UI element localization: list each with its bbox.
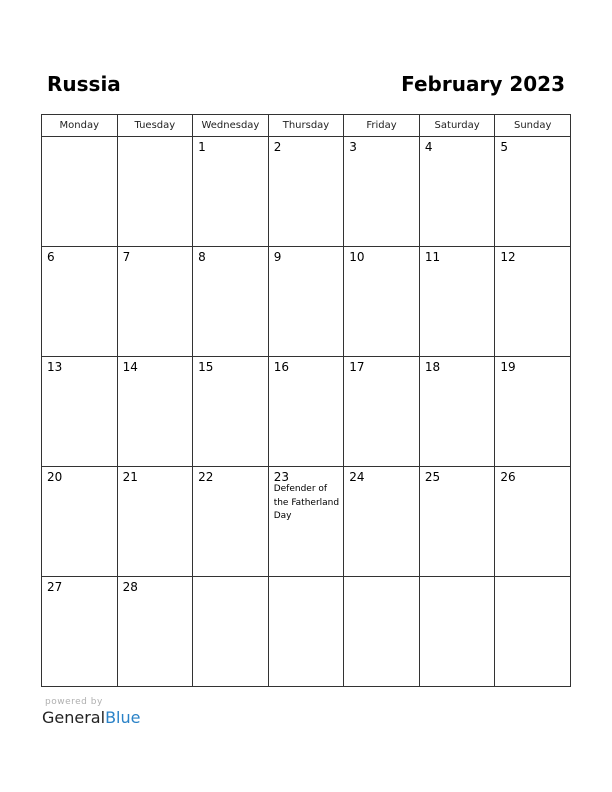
day-number: 8	[198, 250, 206, 264]
day-cell	[495, 467, 571, 577]
day-number: 19	[500, 360, 516, 374]
calendar-grid	[41, 114, 571, 687]
day-cell	[193, 247, 269, 357]
weekday-header-saturday: Saturday	[419, 115, 495, 137]
day-cell	[117, 137, 193, 247]
day-cell	[419, 467, 495, 577]
brand-general-text: General	[42, 708, 106, 727]
weekday-header-row	[42, 115, 571, 137]
day-number	[344, 577, 419, 580]
day-cell	[344, 247, 420, 357]
day-cell	[268, 467, 344, 577]
day-cell	[42, 577, 118, 687]
day-cell	[344, 577, 420, 687]
day-number: 22	[198, 470, 214, 484]
day-number: 4	[424, 140, 433, 154]
day-number	[495, 577, 570, 580]
day-cell	[42, 137, 118, 247]
week-row	[42, 577, 571, 687]
day-cell	[193, 137, 269, 247]
day-number	[269, 577, 344, 580]
weekday-header-thursday: Thursday	[268, 115, 344, 137]
day-number: 7	[122, 250, 131, 264]
day-cell	[117, 577, 193, 687]
day-number: 20	[47, 470, 63, 484]
day-cell	[268, 577, 344, 687]
day-cell	[268, 357, 344, 467]
day-number: 9	[273, 250, 282, 264]
country-title: Russia	[47, 72, 121, 96]
day-number: 10	[349, 250, 365, 264]
day-number: 26	[500, 470, 516, 484]
day-cell	[193, 357, 269, 467]
week-row	[42, 247, 571, 357]
day-cell	[419, 137, 495, 247]
day-number: 15	[198, 360, 214, 374]
day-cell	[193, 467, 269, 577]
day-number: 12	[500, 250, 516, 264]
powered-by-text: powered by	[45, 697, 103, 707]
day-number: 28	[122, 580, 138, 594]
weekday-header-monday: Monday	[42, 115, 118, 137]
day-number: 11	[424, 250, 441, 264]
day-number: 5	[500, 140, 509, 154]
day-number: 18	[424, 360, 441, 374]
day-number: 17	[349, 360, 365, 374]
day-number: 1	[198, 140, 206, 154]
day-cell	[419, 357, 495, 467]
day-cell	[495, 357, 571, 467]
day-number	[420, 577, 495, 580]
day-cell	[344, 357, 420, 467]
day-cell	[117, 467, 193, 577]
day-number	[42, 137, 117, 140]
day-number	[118, 137, 193, 140]
day-cell	[117, 247, 193, 357]
day-cell	[419, 577, 495, 687]
day-number: 6	[47, 250, 55, 264]
week-row	[42, 467, 571, 577]
day-number: 23	[273, 470, 289, 484]
week-row	[42, 137, 571, 247]
brand-blue-text: Blue	[105, 708, 141, 727]
generalblue-logo[interactable]	[42, 708, 140, 728]
week-row	[42, 357, 571, 467]
day-cell	[268, 247, 344, 357]
day-number: 21	[122, 470, 138, 484]
day-cell	[495, 137, 571, 247]
day-cell	[268, 137, 344, 247]
day-cell	[344, 137, 420, 247]
month-year-title: February 2023	[401, 72, 565, 96]
day-cell	[42, 357, 118, 467]
weekday-header-wednesday: Wednesday	[193, 115, 269, 137]
day-number: 27	[47, 580, 63, 594]
weekday-header-tuesday: Tuesday	[117, 115, 193, 137]
day-cell	[42, 247, 118, 357]
day-cell	[344, 467, 420, 577]
weekday-header-friday: Friday	[344, 115, 420, 137]
day-cell	[495, 577, 571, 687]
day-number: 24	[349, 470, 365, 484]
day-number: 25	[424, 470, 441, 484]
day-number	[193, 577, 268, 580]
day-cell	[42, 467, 118, 577]
day-number: 14	[122, 360, 138, 374]
weekday-header-sunday: Sunday	[495, 115, 571, 137]
day-cell	[117, 357, 193, 467]
day-number: 16	[273, 360, 289, 374]
day-cell	[193, 577, 269, 687]
day-number: 2	[273, 140, 282, 154]
day-cell	[419, 247, 495, 357]
day-number: 13	[47, 360, 63, 374]
day-number: 3	[349, 140, 357, 154]
holiday-label: Defender of the Fatherland Day	[273, 484, 340, 521]
day-cell	[495, 247, 571, 357]
